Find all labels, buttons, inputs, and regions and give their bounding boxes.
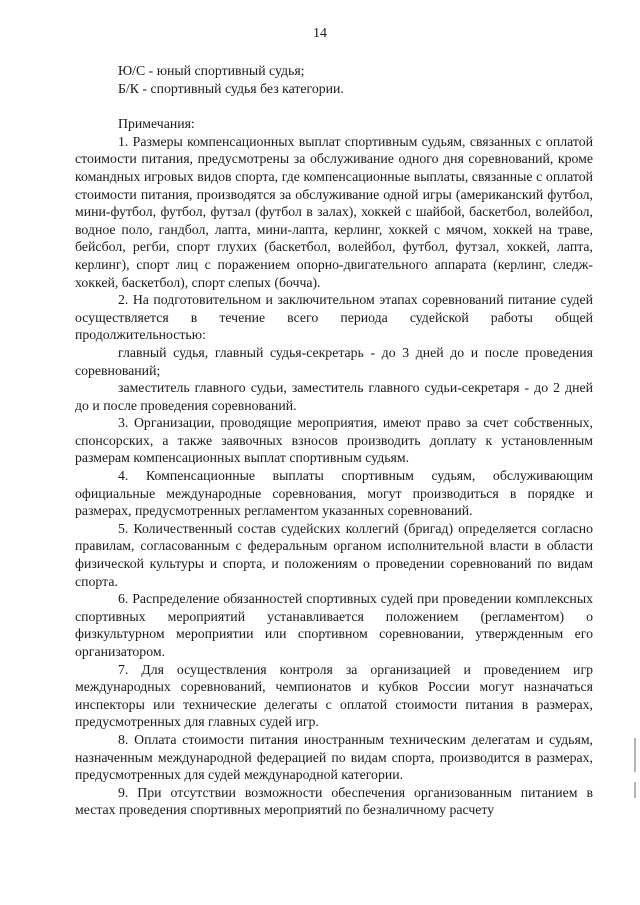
note-paragraph: 1. Размеры компенсационных выплат спортивным судьям, связанных с оплатой стоимости питания, предусмотрены за обслуживание одного дня соревнований, кроме командных игровых видов спорта, где компенсационные выплаты, связанные с оплатой стоимости питания, производятся за обслуживание одной игры (американский футбол, мини-футбол, футбол, футзал (футбол в залах), хоккей с шайбой, баскетбол, волейбол, водное поло, гандбол, лапта, мини-лапта, керлинг, хоккей с мячом, хоккей на траве, бейсбол, регби, спорт глухих (баскетбол, волейбол, футбол, футзал, хоккей, лапта, керлинг), спорт лиц с поражением опорно-двигательного аппарата (керлинг, следж-хоккей, баскетбол), спорт слепых (бочча). bbox=[75, 133, 593, 290]
notes-heading: Примечания: bbox=[118, 116, 195, 132]
abbreviation-line: Б/К - спортивный судья без категории. bbox=[118, 80, 344, 96]
note-paragraph: 6. Распределение обязанностей спортивных судей при проведении комплексных спортивных мероприятий устанавливается положением (регламентом) о физкультурном мероприятии или спортивном соревновании, утвержденным его организатором. bbox=[75, 591, 593, 659]
note-paragraph: 5. Количественный состав судейских коллегий (бригад) определяется согласно правилам, согласованным с федеральным органом исполнительной власти в области физической культуры и спорта, и положениям о проведении соревнований по видам спорта. bbox=[75, 520, 593, 589]
note-paragraph: 8. Оплата стоимости питания иностранным техническим делегатам и судьям, назначенным международной федерацией по видам спорта, производится в размерах, предусмотренных для судей международной категории. bbox=[75, 731, 593, 783]
page-number: 14 bbox=[313, 26, 327, 41]
note-paragraph: 2. На подготовительном и заключительном этапах соревнований питание судей осуществляется в течение всего периода судейской работы общей продолжительностью: bbox=[75, 292, 593, 343]
note-paragraph: 7. Для осуществления контроля за организацией и проведением игр международных соревнований, чемпионатов и кубков России могут назначаться инспекторы или технические делегаты с оплатой стоимости питания в размерах, предусмотренных для главных судей игр. bbox=[75, 661, 593, 730]
abbreviation-line: Ю/С - юный спортивный судья; bbox=[118, 63, 305, 78]
note-paragraph: заместитель главного судьи, заместитель главного судьи-секретаря - до 2 дней до и после проведения соревнований. bbox=[75, 380, 593, 413]
note-paragraph: главный судья, главный судья-секретарь - до 3 дней до и после проведения соревнований; bbox=[75, 344, 593, 378]
document-body bbox=[75, 62, 593, 819]
note-paragraph: 3. Организации, проводящие мероприятия, имеют право за счет собственных, спонсорских, а также заявочных взносов производить доплату к установленным размерам компенсационных выплат спортивным судьям. bbox=[75, 415, 593, 466]
scan-edge-mark bbox=[634, 782, 636, 798]
note-paragraph: 9. При отсутствии возможности обеспечения организованным питанием в местах проведения спортивных мероприятий по безналичному расчету bbox=[75, 784, 593, 818]
note-paragraph: 4. Компенсационные выплаты спортивным судьям, обслуживающим официальные международные соревнования, могут производиться в порядке и размерах, предусмотренных регламентом указанных соревнований. bbox=[75, 468, 593, 519]
scan-edge-mark bbox=[634, 738, 636, 772]
